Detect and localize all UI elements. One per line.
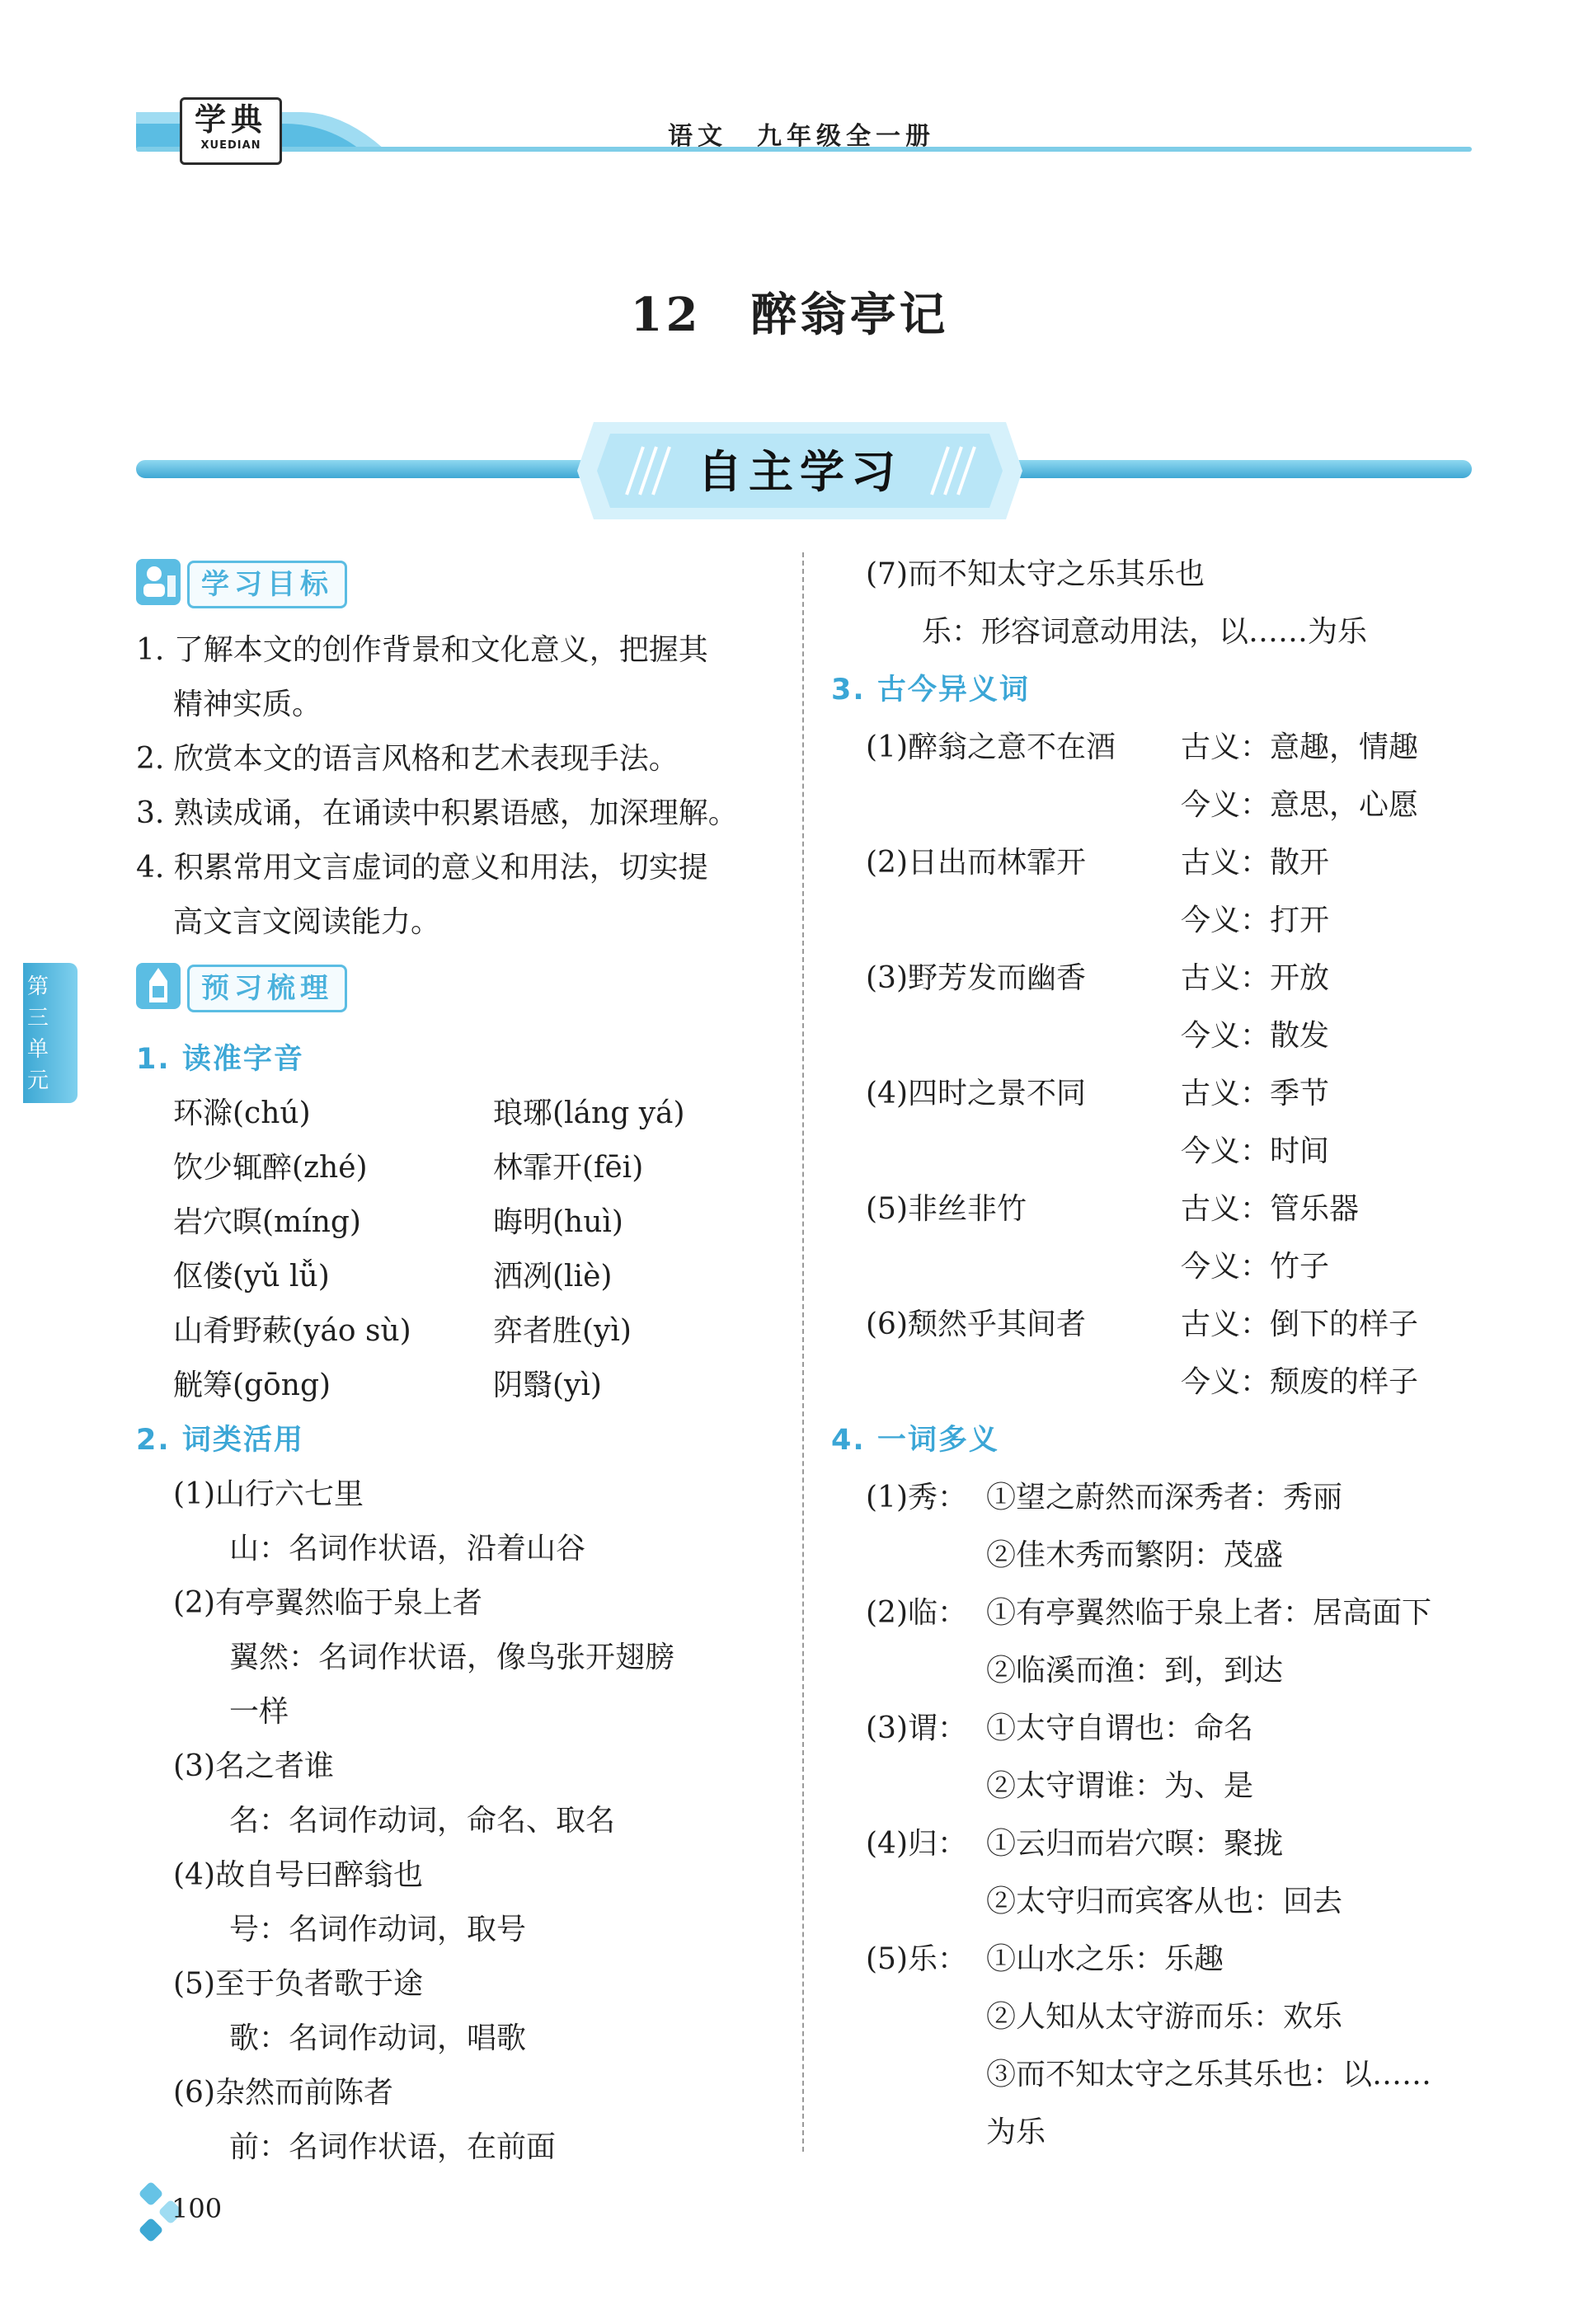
ancient-old: 古义：管乐器 <box>1181 1192 1360 1226</box>
logo-text: 学典 <box>194 101 267 138</box>
usage-line: (3)名之者谁 <box>173 1749 334 1783</box>
usage-line: (4)故自号曰醉翁也 <box>173 1858 423 1892</box>
ancient-title: 3. 古今异义词 <box>831 674 1030 707</box>
pron-left-4: 伛偻(yǔ lǚ) <box>173 1260 330 1293</box>
goals-title: 学习目标 <box>187 561 347 608</box>
ancient-word: (3)野芳发而幽香 <box>866 961 1086 995</box>
goal-line-3: 2. 欣赏本文的语言风格和艺术表现手法。 <box>136 742 679 776</box>
poly-line: ②佳木秀而繁阴：茂盛 <box>986 1538 1284 1572</box>
poly-head: (2)临： <box>866 1596 967 1630</box>
usage-line: 一样 <box>229 1695 289 1729</box>
book-subject: 语文 九年级全一册 <box>668 122 935 151</box>
hexagon-decoration <box>138 2181 163 2206</box>
pron-right-5: 弈者胜(yì) <box>493 1314 632 1348</box>
usage-line: (2)有亭翼然临于泉上者 <box>173 1586 482 1620</box>
hexagon-decoration <box>138 2217 163 2242</box>
poly-line: 为乐 <box>986 2115 1046 2149</box>
usage-line: 前：名词作状语，在前面 <box>229 2130 557 2164</box>
pron-right-2: 林霏开(fēi) <box>493 1151 644 1185</box>
ancient-word: (4)四时之景不同 <box>866 1077 1086 1110</box>
usage-title: 2. 词类活用 <box>136 1424 304 1457</box>
poly-line: ①山水之乐：乐趣 <box>986 1942 1224 1976</box>
pron-right-1: 琅琊(láng yá) <box>493 1096 685 1130</box>
poly-line: ①太守自谓也：命名 <box>986 1711 1254 1745</box>
ancient-old: 古义：意趣，情趣 <box>1181 730 1419 764</box>
ancient-word: (2)日出而林霏开 <box>866 846 1086 880</box>
pron-left-2: 饮少辄醉(zhé) <box>173 1151 368 1185</box>
ancient-new: 今义：颓废的样子 <box>1181 1365 1419 1399</box>
pron-right-4: 洒冽(liè) <box>493 1260 613 1293</box>
preview-title: 预习梳理 <box>187 965 347 1012</box>
poly-line: ②太守谓谁：为、是 <box>986 1769 1254 1803</box>
ancient-old: 古义：开放 <box>1181 961 1330 995</box>
pron-left-6: 觥筹(gōng) <box>173 1369 331 1402</box>
usage-line: (1)山行六七里 <box>173 1477 364 1511</box>
ancient-word: (1)醉翁之意不在酒 <box>866 730 1116 764</box>
usage-line: 号：名词作动词，取号 <box>229 1913 527 1946</box>
ancient-new: 今义：竹子 <box>1181 1250 1330 1284</box>
usage-line: 歌：名词作动词，唱歌 <box>229 2021 527 2055</box>
poly-line: ③而不知太守之乐其乐也：以…… <box>986 2058 1432 2092</box>
pron-right-3: 晦明(huì) <box>493 1205 623 1239</box>
usage-line: 名：名词作动词，命名、取名 <box>229 1804 616 1838</box>
ancient-word: (5)非丝非竹 <box>866 1192 1027 1226</box>
page-number: 100 <box>172 2193 223 2224</box>
pron-left-3: 岩穴暝(míng) <box>173 1205 361 1239</box>
poly-title: 4. 一词多义 <box>831 1424 999 1457</box>
poly-line: ①有亭翼然临于泉上者：居高面下 <box>986 1596 1432 1630</box>
pron-left-1: 环滁(chú) <box>173 1096 311 1130</box>
usage-line: 翼然：名词作状语，像鸟张开翅膀 <box>229 1641 675 1674</box>
usage-line: (6)杂然而前陈者 <box>173 2076 393 2110</box>
section-title: 自主学习 <box>698 446 902 498</box>
ancient-new: 今义：意思，心愿 <box>1181 788 1419 822</box>
pron-left-5: 山肴野蔌(yáo sù) <box>173 1314 411 1348</box>
ancient-new: 今义：散发 <box>1181 1019 1330 1053</box>
poly-head: (4)归： <box>866 1827 967 1861</box>
poly-line: ②临溪而渔：到，到达 <box>986 1654 1284 1688</box>
pencil-icon <box>136 963 181 1009</box>
poly-line: ②太守归而宾客从也：回去 <box>986 1885 1343 1918</box>
logo-subtext: XUEDIAN <box>200 139 261 152</box>
ancient-new: 今义：打开 <box>1181 904 1330 937</box>
column-divider <box>802 552 804 2152</box>
student-icon <box>136 559 181 605</box>
poly-line: ①云归而岩穴暝：聚拢 <box>986 1827 1284 1861</box>
poly-line: ①望之蔚然而深秀者：秀丽 <box>986 1481 1343 1514</box>
ancient-old: 古义：季节 <box>1181 1077 1330 1110</box>
ancient-new: 今义：时间 <box>1181 1134 1330 1168</box>
goal-line-2: 精神实质。 <box>173 688 322 721</box>
goal-line-5: 4. 积累常用文言虚词的意义和用法，切实提 <box>136 851 708 885</box>
poly-line: ②人知从太守游而乐：欢乐 <box>986 2000 1343 2034</box>
unit-side-tab-label: 第三单元 <box>26 974 49 1093</box>
ancient-old: 古义：倒下的样子 <box>1181 1308 1419 1341</box>
usage-line: (7)而不知太守之乐其乐也 <box>866 557 1205 591</box>
goal-line-4: 3. 熟读成诵，在诵读中积累语感，加深理解。 <box>136 796 738 830</box>
usage-line: (5)至于负者歌于途 <box>173 1967 423 2001</box>
pron-title: 1. 读准字音 <box>136 1043 304 1076</box>
usage-line: 山：名词作状语，沿着山谷 <box>229 1532 586 1566</box>
ancient-old: 古义：散开 <box>1181 846 1330 880</box>
poly-head: (5)乐： <box>866 1942 967 1976</box>
goal-line-6: 高文言文阅读能力。 <box>173 905 441 939</box>
pron-right-6: 阴翳(yì) <box>493 1369 602 1402</box>
ancient-word: (6)颓然乎其间者 <box>866 1308 1086 1341</box>
poly-head: (1)秀： <box>866 1481 967 1514</box>
poly-head: (3)谓： <box>866 1711 967 1745</box>
xuedian-logo <box>180 97 282 165</box>
usage-line: 乐：形容词意动用法，以……为乐 <box>922 615 1368 649</box>
lesson-title: 12 醉翁亭记 <box>630 288 949 342</box>
goal-line-1: 1. 了解本文的创作背景和文化意义，把握其 <box>136 633 708 667</box>
